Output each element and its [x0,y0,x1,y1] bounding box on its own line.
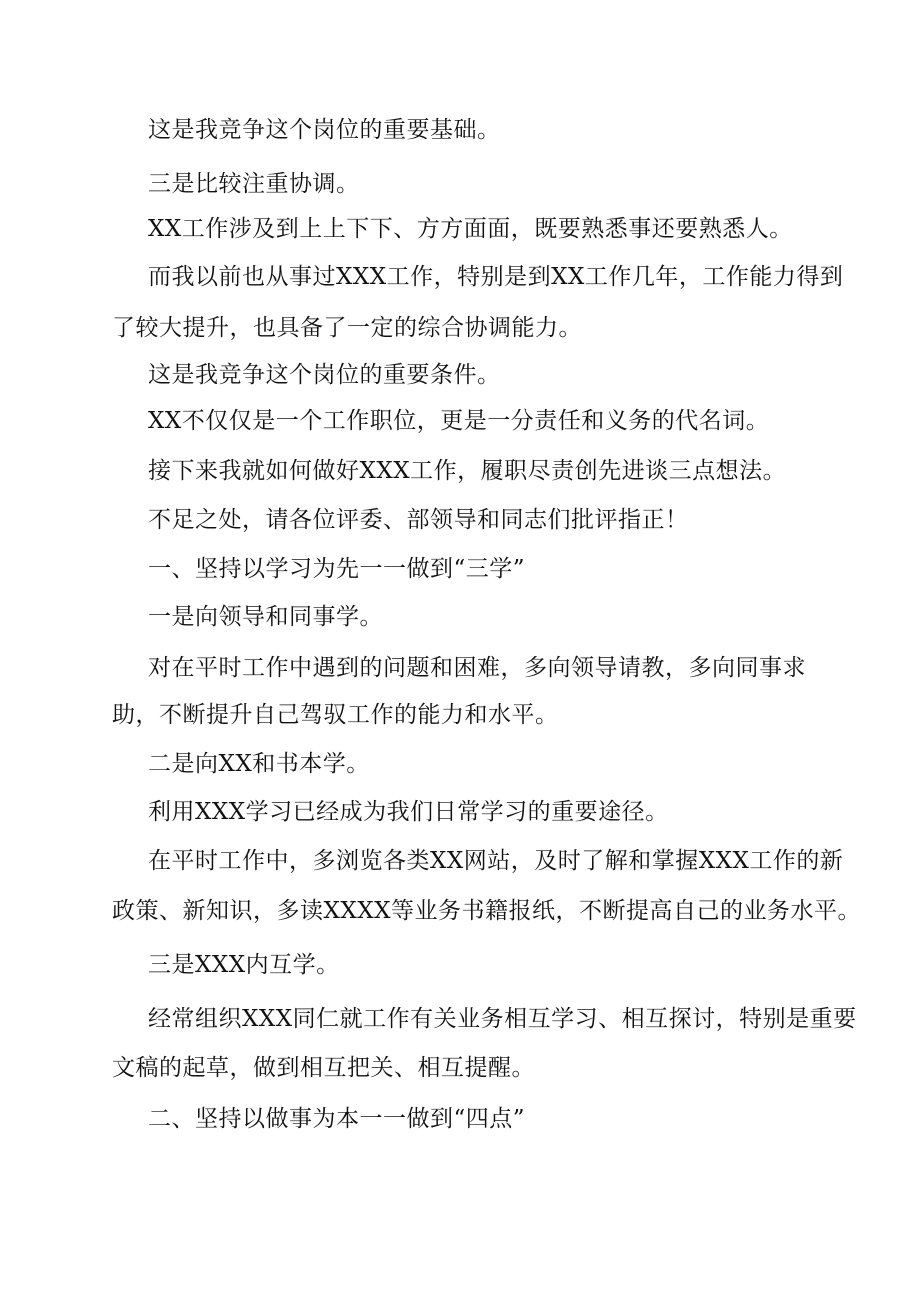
paragraph-line: 这是我竞争这个岗位的重要条件。 [148,362,501,388]
paragraph-line: 在平时工作中，多浏览各类XX网站，及时了解和掌握XXX工作的新 [148,848,844,874]
paragraph-line: 一是向领导和同事学。 [148,604,383,630]
paragraph-line: 助，不断提升自己驾驭工作的能力和水平。 [112,702,559,728]
paragraph-line: 接下来我就如何做好XXX工作，履职尽责创先进谈三点想法。 [148,458,787,484]
paragraph-line: 三是比较注重协调。 [148,171,360,197]
paragraph-line: 政策、新知识，多读XXXX等业务书籍报纸，不断提高自己的业务水平。 [112,898,861,924]
paragraph-line: XX工作涉及到上上下下、方方面面，既要熟悉事还要熟悉人。 [148,216,793,242]
paragraph-line: 对在平时工作中遇到的问题和困难，多向领导请教，多向同事求 [148,655,806,681]
paragraph-line: XX不仅仅是一个工作职位，更是一分责任和义务的代名词。 [148,408,770,434]
paragraph-line: 了较大提升，也具备了一定的综合协调能力。 [112,315,582,341]
paragraph-line: 而我以前也从事过XXX工作，特别是到XX工作几年，工作能力得到 [148,264,844,290]
paragraph-line: 经常组织XXX同仁就工作有关业务相互学习、相互探讨，特别是重要 [148,1006,857,1032]
section-heading: 二、坚持以做事为本一一做到“四点” [148,1106,526,1132]
section-heading: 一、坚持以学习为先一一做到“三学” [148,556,526,582]
paragraph-line: 不足之处，请各位评委、部领导和同志们批评指正！ [148,507,689,533]
paragraph-line: 二是向XX和书本学。 [148,751,370,777]
paragraph-line: 利用XXX学习已经成为我们日常学习的重要途径。 [148,799,669,825]
paragraph-line: 这是我竞争这个岗位的重要基础。 [148,117,501,143]
paragraph-line: 文稿的起草，做到相互把关、相互提醒。 [112,1055,535,1081]
paragraph-line: 三是XXX内互学。 [148,952,340,978]
